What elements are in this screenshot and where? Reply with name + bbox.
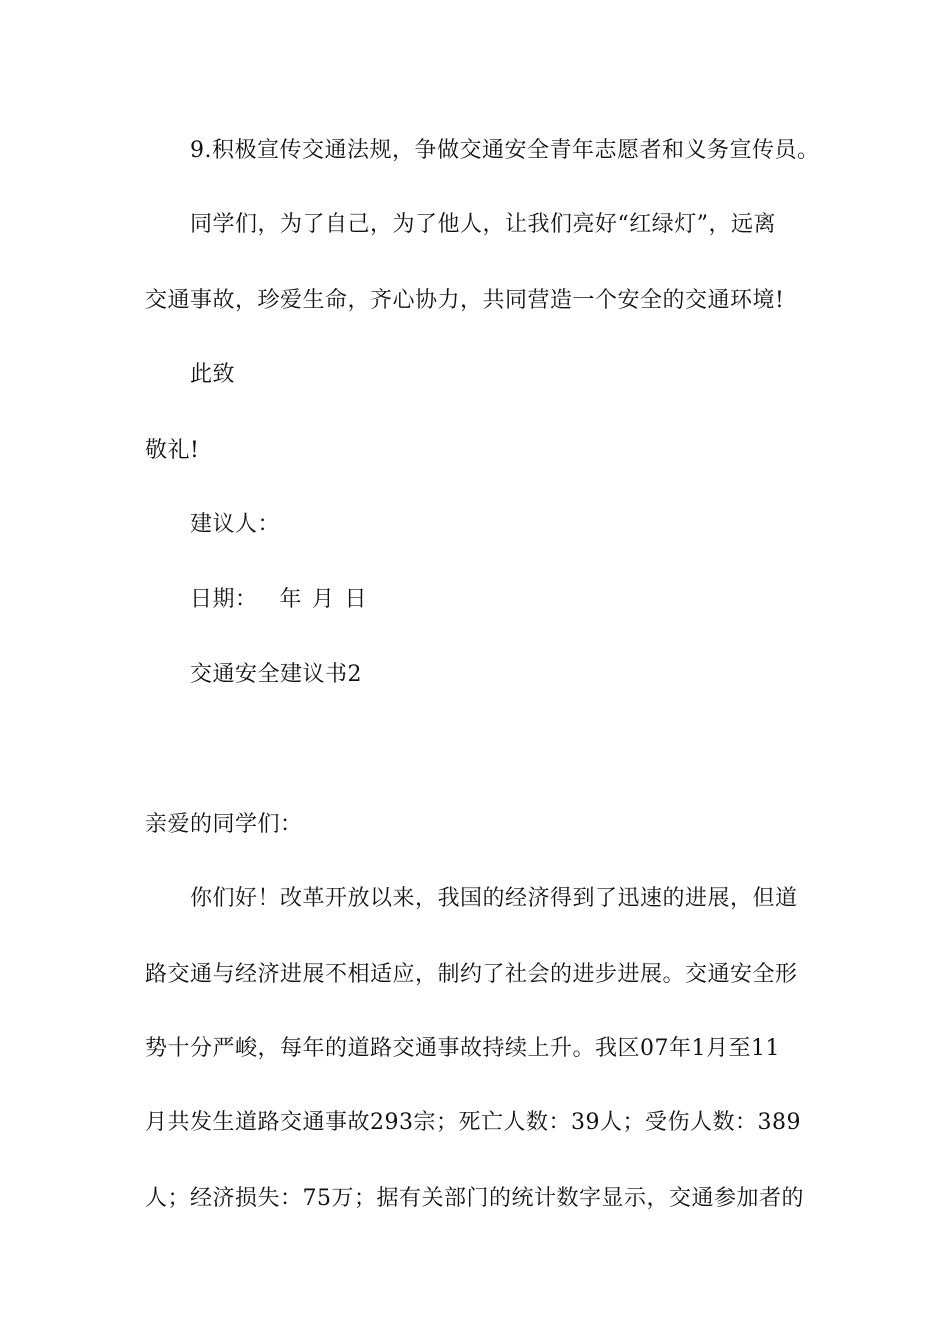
paragraph-line: 人；经济损失：75万；据有关部门的统计数字显示，交通参加者的 xyxy=(145,1186,804,1211)
paragraph-line: 路交通与经济进展不相适应，制约了社会的进步进展。交通安全形 xyxy=(145,962,798,987)
paragraph-line: 势十分严峻，每年的道路交通事故持续上升。我区07年1月至11 xyxy=(145,1036,780,1061)
paragraph-line: 月共发生道路交通事故293宗；死亡人数：39人；受伤人数：389 xyxy=(145,1110,801,1135)
salutation: 敬礼! xyxy=(145,438,200,463)
closing-phrase: 此致 xyxy=(190,362,236,387)
paragraph-line: 同学们，为了自己，为了他人，让我们亮好“红绿灯”，远离 xyxy=(190,212,776,237)
section-title: 交通安全建议书2 xyxy=(190,662,362,687)
paragraph-line: 你们好！改革开放以来，我国的经济得到了迅速的进展，但道 xyxy=(190,886,798,911)
date-line xyxy=(190,585,367,615)
paragraph-line: 9.积极宣传交通法规，争做交通安全青年志愿者和义务宣传员。 xyxy=(190,138,820,163)
date-day: 日 xyxy=(344,587,368,612)
date-month: 月 xyxy=(312,587,335,612)
proposer-label: 建议人： xyxy=(190,512,281,537)
paragraph-line: 交通事故，珍爱生命，齐心协力，共同营造一个安全的交通环境! xyxy=(145,288,785,313)
date-year: 年 xyxy=(279,587,303,612)
date-label: 日期： xyxy=(190,587,258,612)
greeting: 亲爱的同学们： xyxy=(145,812,303,837)
